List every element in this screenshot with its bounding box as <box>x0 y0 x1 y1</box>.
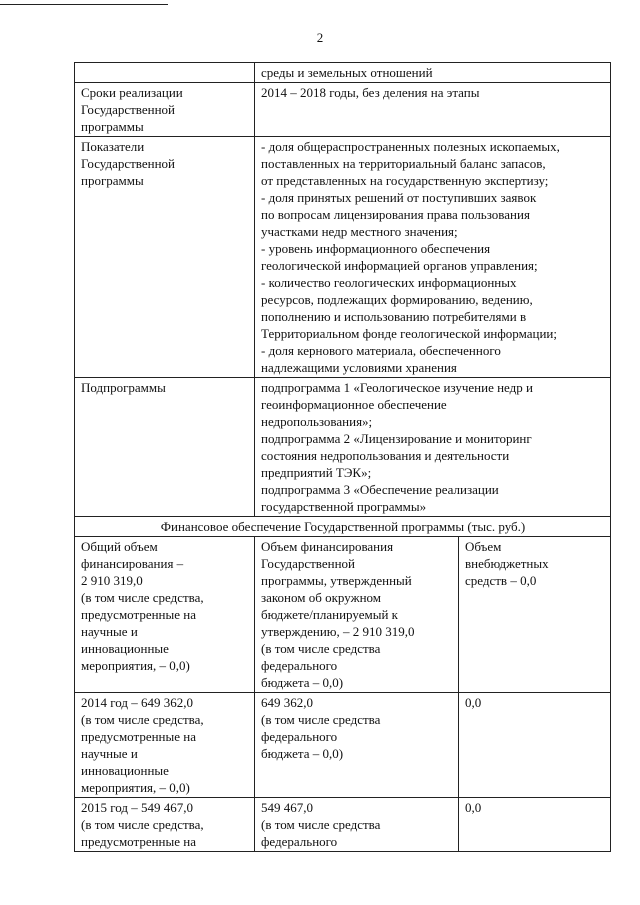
header-rule <box>0 4 168 5</box>
program-passport-table <box>74 62 611 852</box>
financing-total-line: (в том числе средства, <box>81 712 204 727</box>
passport-value-line: - уровень информационного обеспечения <box>261 241 491 256</box>
financing-total-line: предусмотренные на <box>81 834 197 849</box>
financing-extrabudget-line: 0,0 <box>465 695 482 710</box>
passport-value-line: пополнению и использованию потребителями в <box>261 309 527 324</box>
financing-row <box>75 798 611 852</box>
passport-value-line: - доля общераспространенных полезных ископаемых, <box>261 139 560 154</box>
financing-total-line: мероприятия, – 0,0) <box>81 658 190 673</box>
passport-value-line: участками недр местного значения; <box>261 224 458 239</box>
financing-budget-line: бюджета – 0,0) <box>261 675 344 690</box>
financing-budget-cell <box>255 798 459 852</box>
financing-total-line: инновационные <box>81 641 169 656</box>
financing-total-line: предусмотренные на <box>81 729 197 744</box>
financing-total-line: предусмотренные на <box>81 607 197 622</box>
passport-value-line: надлежащими условиями хранения <box>261 360 457 375</box>
passport-label-line: Подпрограммы <box>81 380 166 395</box>
financing-extrabudget-line: средств – 0,0 <box>465 573 537 588</box>
financing-total-line: мероприятия, – 0,0) <box>81 780 190 795</box>
financing-budget-cell <box>255 537 459 693</box>
financing-total-cell <box>75 693 255 798</box>
financing-total-line: 2 910 319,0 <box>81 573 143 588</box>
financing-total-cell <box>75 537 255 693</box>
passport-value-line: геологической информацией органов управления; <box>261 258 538 273</box>
financing-header: Финансовое обеспечение Государственной программы (тыс. руб.) <box>75 517 611 537</box>
passport-label-line: Показатели <box>81 139 145 154</box>
passport-value-line: - доля принятых решений от поступивших заявок <box>261 190 537 205</box>
page-number: 2 <box>316 30 324 45</box>
financing-extrabudget-cell <box>459 537 611 693</box>
financing-budget-line: федерального <box>261 729 338 744</box>
passport-value-line: 2014 – 2018 годы, без деления на этапы <box>261 85 480 100</box>
financing-budget-line: Объем финансирования <box>261 539 394 554</box>
passport-value-line: ресурсов, подлежащих формированию, ведению, <box>261 292 533 307</box>
passport-value-line: поставленных на территориальный баланс запасов, <box>261 156 546 171</box>
financing-total-line: научные и <box>81 746 138 761</box>
financing-budget-line: 649 362,0 <box>261 695 313 710</box>
financing-total-line: 2014 год – 649 362,0 <box>81 695 193 710</box>
financing-budget-line: утверждению, – 2 910 319,0 <box>261 624 415 639</box>
passport-value-line: - количество геологических информационных <box>261 275 517 290</box>
passport-value-cell <box>255 378 611 517</box>
financing-budget-line: (в том числе средства <box>261 641 381 656</box>
passport-value-cell <box>255 137 611 378</box>
financing-header-row <box>75 517 611 537</box>
passport-value-line: предприятий ТЭК»; <box>261 465 372 480</box>
passport-value-cell <box>255 63 611 83</box>
financing-extrabudget-cell <box>459 798 611 852</box>
financing-budget-line: Государственной <box>261 556 356 571</box>
financing-budget-line: федерального <box>261 834 338 849</box>
financing-budget-line: 549 467,0 <box>261 800 313 815</box>
passport-value-line: подпрограмма 3 «Обеспечение реализации <box>261 482 499 497</box>
financing-budget-line: программы, утвержденный <box>261 573 412 588</box>
passport-value-line: недропользования»; <box>261 414 373 429</box>
financing-budget-line: бюджете/планируемый к <box>261 607 398 622</box>
passport-label-cell <box>75 83 255 137</box>
financing-total-cell <box>75 798 255 852</box>
financing-budget-line: федерального <box>261 658 338 673</box>
financing-extrabudget-cell <box>459 693 611 798</box>
passport-label-cell <box>75 378 255 517</box>
financing-total-line: Общий объем <box>81 539 158 554</box>
financing-total-line: научные и <box>81 624 138 639</box>
financing-budget-line: законом об окружном <box>261 590 382 605</box>
passport-value-line: подпрограмма 2 «Лицензирование и мониторинг <box>261 431 532 446</box>
passport-row <box>75 83 611 137</box>
passport-label-line: Государственной <box>81 102 176 117</box>
passport-row <box>75 137 611 378</box>
passport-label-line: программы <box>81 119 144 134</box>
passport-label-line: Государственной <box>81 156 176 171</box>
passport-value-line: по вопросам лицензирования права пользования <box>261 207 530 222</box>
passport-value-line: государственной программы» <box>261 499 427 514</box>
financing-budget-cell <box>255 693 459 798</box>
financing-total-line: (в том числе средства, <box>81 590 204 605</box>
passport-value-line: от представленных на государственную экспертизу; <box>261 173 549 188</box>
passport-label-cell <box>75 63 255 83</box>
financing-row <box>75 537 611 693</box>
passport-value-line: состояния недропользования и деятельности <box>261 448 510 463</box>
passport-value-line: геоинформационное обеспечение <box>261 397 447 412</box>
passport-value-line: подпрограмма 1 «Геологическое изучение недр и <box>261 380 533 395</box>
passport-value-cell <box>255 83 611 137</box>
financing-row <box>75 693 611 798</box>
financing-budget-line: (в том числе средства <box>261 712 381 727</box>
passport-label-cell <box>75 137 255 378</box>
passport-value-line: Территориальном фонде геологической информации; <box>261 326 557 341</box>
passport-row <box>75 63 611 83</box>
passport-value-line: среды и земельных отношений <box>261 65 433 80</box>
financing-budget-line: (в том числе средства <box>261 817 381 832</box>
financing-extrabudget-line: 0,0 <box>465 800 482 815</box>
passport-label-line: Сроки реализации <box>81 85 183 100</box>
financing-total-line: инновационные <box>81 763 169 778</box>
financing-extrabudget-line: внебюджетных <box>465 556 549 571</box>
financing-total-line: 2015 год – 549 467,0 <box>81 800 193 815</box>
passport-value-line: - доля кернового материала, обеспеченного <box>261 343 501 358</box>
financing-total-line: финансирования – <box>81 556 184 571</box>
financing-total-line: (в том числе средства, <box>81 817 204 832</box>
financing-extrabudget-line: Объем <box>465 539 502 554</box>
passport-row <box>75 378 611 517</box>
financing-budget-line: бюджета – 0,0) <box>261 746 344 761</box>
passport-label-line: программы <box>81 173 144 188</box>
